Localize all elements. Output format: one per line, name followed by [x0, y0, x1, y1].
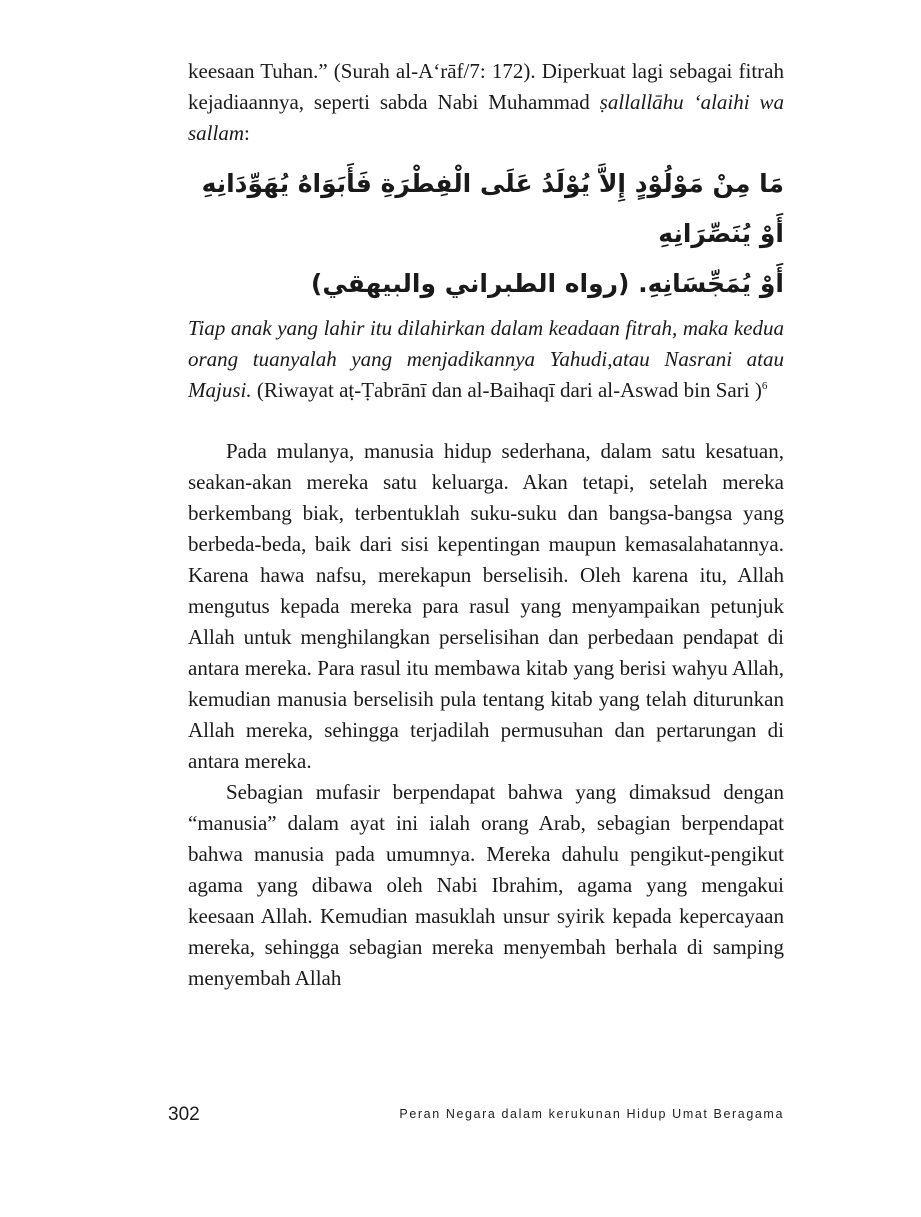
intro-colon: :: [244, 121, 250, 145]
footnote-reference[interactable]: 6: [761, 380, 768, 392]
body-paragraph-1: Pada mulanya, manusia hidup sederhana, dalam satu kesatuan, seakan-akan mereka satu keluarga. Akan tetapi, setelah mereka berkembang biak, terbentuklah suku-suku dan bangsa-bangsa yang berbeda-beda, baik dari sisi kepentingan maupun kemasalahatannya. Karena hawa nafsu, merekapun berselisih. Oleh karena itu, Allah mengutus kepada mereka para rasul yang menyampaikan petunjuk Allah untuk menghilangkan perselisihan dan perbedaan pendapat di antara mereka. Para rasul itu membawa kitab yang berisi wahyu Allah, kemudian manusia berselisih pula tentang kitab yang telah diturunkan Allah mereka, sehingga terjadilah permusuhan dan pertarungan di antara mereka.: [188, 439, 784, 773]
arabic-hadith: [188, 159, 784, 309]
arabic-line-2: أَوْ يُمَجِّسَانِهِ. (رواه الطبراني والبيهقي): [310, 269, 784, 298]
page-number: 302: [168, 1104, 200, 1125]
page-body: [188, 56, 784, 994]
running-title: Peran Negara dalam kerukunan Hidup Umat Beragama: [399, 1107, 784, 1121]
arabic-line-1: مَا مِنْ مَوْلُوْدٍ إِلاَّ يُوْلَدُ عَلَى الْفِطْرَةِ فَأَبَوَاهُ يُهَوِّدَانِهِ أَوْ يُنَصِّرَانِهِ: [201, 169, 784, 248]
intro-paragraph: [188, 56, 784, 149]
page-footer: [168, 1104, 784, 1128]
paragraph-gap: [188, 406, 784, 436]
honorific-text: ṣallallāhu ‘alaihi wa sallam: [188, 90, 785, 145]
hadith-translation-italic: Tiap anak yang lahir itu dilahirkan dalam keadaan fitrah, maka kedua orang tuanyalah yang menjadikannya Yahudi,atau Nasrani atau Majusi.: [188, 316, 784, 402]
hadith-translation: [188, 313, 784, 406]
body-paragraph-2: Sebagian mufasir berpendapat bahwa yang dimaksud dengan “manusia” dalam ayat ini ialah orang Arab, sebagian berpendapat bahwa manusia pada umumnya. Mereka dahulu pengikut-pengikut agama yang dibawa oleh Nabi Ibrahim, agama yang mengakui keesaan Allah. Kemudian masuklah unsur syirik kepada kepercayaan mereka, sehingga sebagian mereka menyembah berhala di samping menyembah Allah: [188, 780, 784, 990]
intro-text: keesaan Tuhan.” (Surah al-A‘rāf/7: 172). Diperkuat lagi sebagai fitrah kejadiaannya, seperti sabda Nabi Muhammad: [188, 59, 784, 114]
hadith-source: (Riwayat aṭ-Ṭabrānī dan al-Baihaqī dari al-Aswad bin Sari ): [251, 378, 762, 402]
